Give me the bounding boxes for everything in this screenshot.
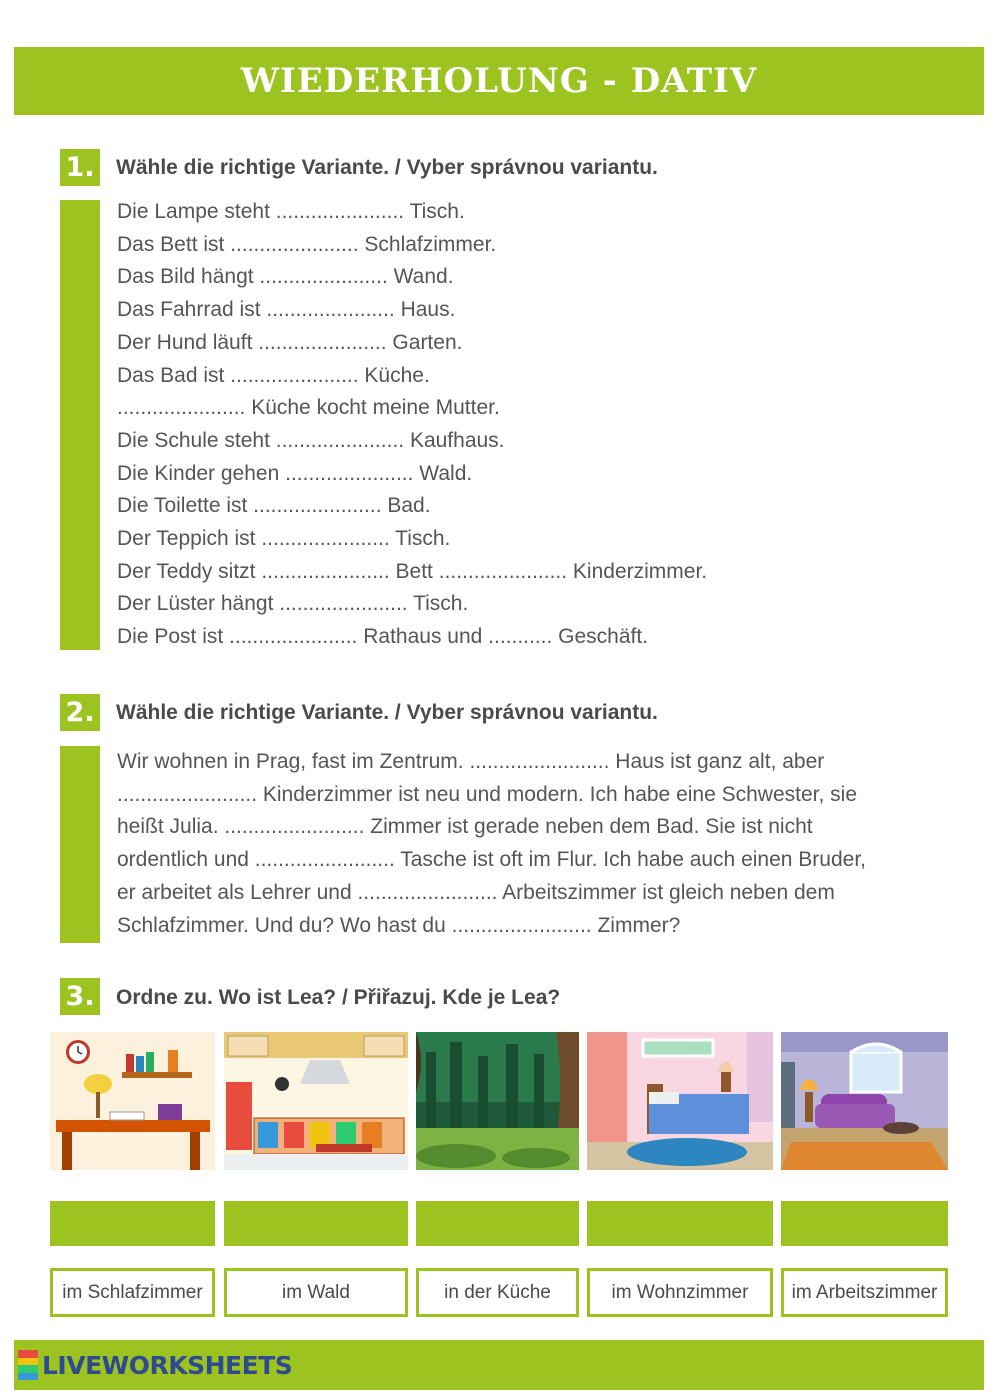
drop-target-3[interactable] bbox=[416, 1201, 579, 1246]
logo-text: LIVEWORKSHEETS bbox=[42, 1350, 293, 1380]
bedroom-picture bbox=[587, 1032, 773, 1170]
exercise-2-number: 2. bbox=[60, 694, 100, 731]
word-card-schlafzimmer[interactable]: im Schlafzimmer bbox=[50, 1268, 215, 1317]
word-card-wald[interactable]: im Wald bbox=[224, 1268, 408, 1317]
exercise-1-line[interactable]: Die Post ist ...................... Rathaus und ........... Geschäft. bbox=[117, 625, 649, 649]
exercise-1-line[interactable]: Die Toilette ist ...................... Bad. bbox=[117, 494, 431, 518]
exercise-1-line[interactable]: Das Fahrrad ist ...................... Haus. bbox=[117, 298, 456, 322]
word-card-wohnzimmer[interactable]: im Wohnzimmer bbox=[587, 1268, 773, 1317]
exercise-1-line[interactable]: Das Bild hängt ...................... Wand. bbox=[117, 265, 454, 289]
exercise-1-line[interactable]: Das Bett ist ...................... Schlafzimmer. bbox=[117, 232, 497, 256]
exercise-1-line[interactable]: Der Teppich ist ...................... Tisch. bbox=[117, 527, 451, 551]
logo-icon bbox=[18, 1350, 38, 1380]
drop-target-5[interactable] bbox=[781, 1201, 948, 1246]
page-title: WIEDERHOLUNG - DATIV bbox=[240, 61, 758, 101]
exercise-3-number: 3. bbox=[60, 978, 100, 1015]
exercise-1-lines bbox=[117, 196, 707, 654]
study-room-picture bbox=[50, 1032, 215, 1170]
header-bar bbox=[14, 47, 984, 115]
forest-picture bbox=[416, 1032, 579, 1170]
living-room-picture bbox=[781, 1032, 948, 1170]
kitchen-picture bbox=[224, 1032, 408, 1170]
exercise-1-line[interactable]: ...................... Küche kocht meine Mutter. bbox=[117, 396, 500, 420]
exercise-2-line[interactable]: heißt Julia. ........................ Zimmer ist gerade neben dem Bad. Sie ist nicht bbox=[117, 815, 813, 839]
exercise-3-title: Ordne zu. Wo ist Lea? / Přiřazuj. Kde je Lea? bbox=[116, 986, 561, 1009]
exercise-2-line[interactable]: er arbeitet als Lehrer und ........................ Arbeitszimmer ist gleich neben dem bbox=[117, 880, 835, 904]
exercise-2-text bbox=[117, 746, 917, 942]
drop-target-1[interactable] bbox=[50, 1201, 215, 1246]
exercise-2-line[interactable]: ordentlich und ........................ Tasche ist oft im Flur. Ich habe auch einen Bruder, bbox=[117, 848, 866, 872]
exercise-1-line[interactable]: Die Schule steht ...................... Kaufhaus. bbox=[117, 428, 505, 452]
exercise-1-line[interactable]: Die Kinder gehen ...................... Wald. bbox=[117, 461, 473, 485]
exercise-2-sidebar bbox=[60, 746, 100, 943]
drop-target-2[interactable] bbox=[224, 1201, 408, 1246]
exercise-1-line[interactable]: Der Teddy sitzt ...................... Bett ...................... Kinderzimmer. bbox=[117, 559, 708, 583]
exercise-1-line[interactable]: Der Lüster hängt ...................... Tisch. bbox=[117, 592, 469, 616]
exercise-2-title: Wähle die richtige Variante. / Vyber správnou variantu. bbox=[116, 701, 658, 724]
liveworksheets-logo[interactable] bbox=[18, 1350, 292, 1380]
exercise-2-line[interactable]: Schlafzimmer. Und du? Wo hast du ........................ Zimmer? bbox=[117, 913, 681, 937]
exercise-1-line[interactable]: Der Hund läuft ...................... Garten. bbox=[117, 330, 463, 354]
exercise-2-line[interactable]: Wir wohnen in Prag, fast im Zentrum. ........................ Haus ist ganz alt, aber bbox=[117, 750, 825, 773]
exercise-1-number: 1. bbox=[60, 149, 100, 186]
exercise-1-sidebar bbox=[60, 200, 100, 650]
exercise-1-line[interactable]: Das Bad ist ...................... Küche. bbox=[117, 363, 430, 387]
word-card-arbeitszimmer[interactable]: im Arbeitszimmer bbox=[781, 1268, 948, 1317]
exercise-2-line[interactable]: ........................ Kinderzimmer ist neu und modern. Ich habe eine Schwester, sie bbox=[117, 782, 858, 806]
exercise-1-title: Wähle die richtige Variante. / Vyber správnou variantu. bbox=[116, 156, 658, 179]
word-card-kueche[interactable]: in der Küche bbox=[416, 1268, 579, 1317]
exercise-1-line[interactable]: Die Lampe steht ...................... Tisch. bbox=[117, 200, 465, 223]
drop-target-4[interactable] bbox=[587, 1201, 773, 1246]
